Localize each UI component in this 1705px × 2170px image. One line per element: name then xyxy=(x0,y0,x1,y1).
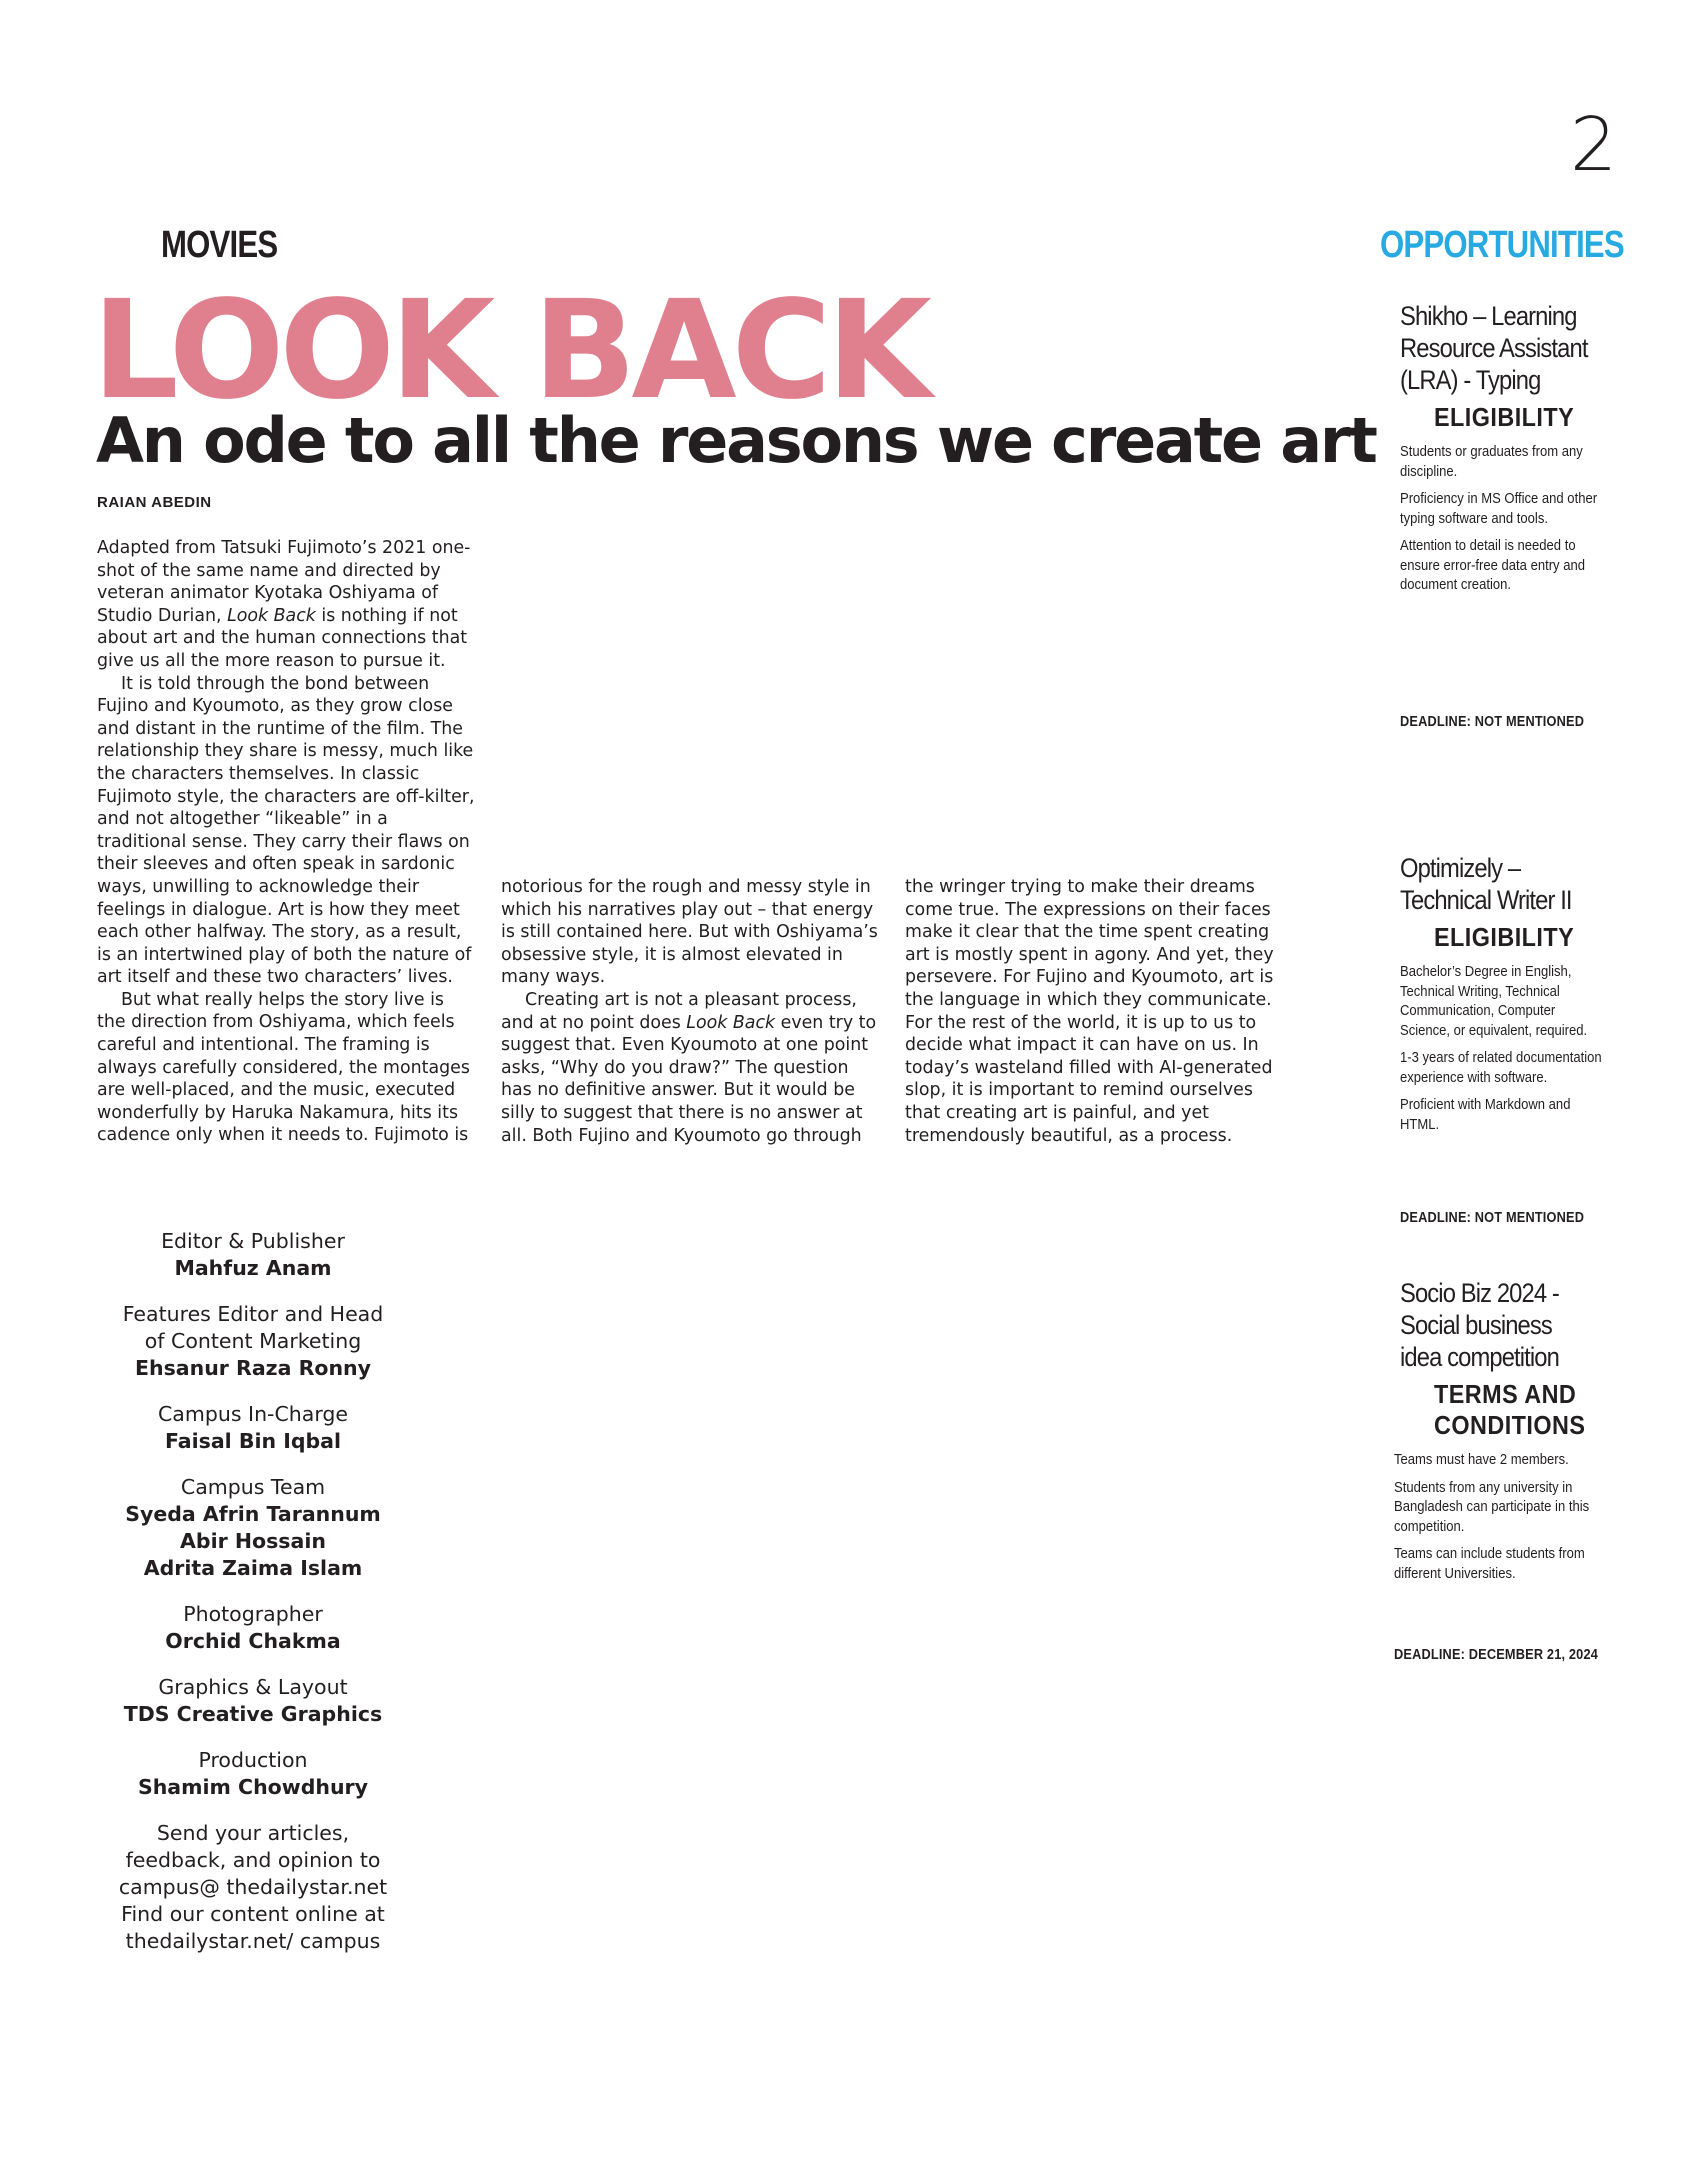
opportunity-point: Proficient with Markdown and HTML. xyxy=(1400,1097,1571,1133)
paragraph-text: Creating art is not a pleasant process, and at no point does xyxy=(501,989,857,1033)
paragraph-text: is nothing if not about art and the human connections that give us all the more reason to pursue it. xyxy=(97,605,468,671)
opportunity-heading: ELIGIBILITY xyxy=(1434,922,1575,952)
opportunity-title: Socio Biz 2024 - Social business idea competition xyxy=(1400,1278,1559,1372)
opportunity-point: Teams must have 2 members. xyxy=(1394,1452,1569,1468)
article-paragraph xyxy=(97,537,475,673)
article-paragraph: It is told through the bond between Fujino and Kyoumoto, as they grow close and distant in the runtime of the film. The relationship they share is messy, much like the characters themselves. In classic Fujimoto style, the characters are off-kilter, and not altogether “likeable” in a traditional sense. They carry their flaws on their sleeves and often speak in sardonic ways, unwilling to acknowledge their feelings in dialogue. Art is how they meet each other halfway. The story, as a result, is an intertwined play of both the nature of art itself and these two characters’ lives. xyxy=(97,673,475,988)
article-column-2 xyxy=(501,876,879,1147)
article-paragraph: notorious for the rough and messy style in which his narratives play out – that energy is still contained here. But with Oshiyama’s obsessive style, it is almost elevated in many ways. xyxy=(501,877,878,988)
credit-role: Campus Team xyxy=(180,1475,326,1499)
opportunity-card xyxy=(1400,300,1630,730)
article-column-3 xyxy=(905,876,1283,1147)
credit-name: Shamim Chowdhury xyxy=(137,1775,369,1799)
credit-block xyxy=(118,1747,388,1801)
article-headline: LOOK BACK xyxy=(92,272,927,430)
credit-block xyxy=(118,1474,388,1582)
credit-role: Graphics & Layout xyxy=(158,1675,348,1699)
credit-name: Adrita Zaima Islam xyxy=(143,1556,363,1580)
article-column-1 xyxy=(97,537,475,1147)
section-label: MOVIES xyxy=(161,224,278,266)
credit-name: Faisal Bin Iqbal xyxy=(164,1429,342,1453)
credit-role: Editor & Publisher xyxy=(161,1229,345,1253)
opportunity-title: Shikho – Learning Resource Assistant (LRA) - Typing xyxy=(1400,301,1588,395)
film-title: Look Back xyxy=(686,1012,776,1033)
online-text: Find our content online at thedailystar.net/ campus xyxy=(121,1902,385,1953)
credit-name: Abir Hossain xyxy=(180,1529,326,1553)
credit-name: TDS Creative Graphics xyxy=(123,1702,383,1726)
paragraph-text: even try to suggest that. Even Kyoumoto at one point asks, “Why do you draw?” The question has no definitive answer. But it would be silly to suggest that there is no answer at all. Both Fujino and Kyoumoto go through xyxy=(501,1012,877,1146)
opportunity-point: Students from any university in Bangladesh can participate in this competition. xyxy=(1394,1479,1590,1535)
credit-role: Features Editor and Head of Content Marketing xyxy=(122,1302,384,1353)
masthead-credits xyxy=(118,1228,388,1955)
opportunity-heading: TERMS AND CONDITIONS xyxy=(1434,1379,1586,1440)
page-number: 2 xyxy=(1570,102,1618,188)
film-title: Look Back xyxy=(227,605,316,626)
credit-name: Mahfuz Anam xyxy=(174,1256,332,1280)
opportunity-point: Students or graduates from any discipline. xyxy=(1400,444,1583,480)
credit-name: Orchid Chakma xyxy=(165,1629,341,1653)
opportunity-deadline: DEADLINE: NOT MENTIONED xyxy=(1400,1210,1585,1226)
article-paragraph: But what really helps the story live is the direction from Oshiyama, which feels careful and intentional. The framing is always carefully considered, the montages are well-placed, and the music, executed wonderfully by Haruka Nakamura, hits its cadence only when it needs to. Fujimoto is xyxy=(97,989,470,1146)
opportunity-heading: ELIGIBILITY xyxy=(1434,402,1575,432)
opportunity-card xyxy=(1394,1277,1624,1663)
credit-name: Syeda Afrin Tarannum xyxy=(125,1502,381,1526)
opportunity-deadline: DEADLINE: NOT MENTIONED xyxy=(1400,714,1585,730)
credit-block xyxy=(118,1228,388,1282)
opportunity-point: 1-3 years of related documentation experience with software. xyxy=(1400,1050,1602,1086)
opportunity-point: Teams can include students from different Universities. xyxy=(1394,1546,1585,1582)
article-byline: RAIAN ABEDIN xyxy=(97,494,212,511)
contact-text: Send your articles, feedback, and opinion to campus@ thedailystar.net xyxy=(118,1821,388,1899)
article-paragraph xyxy=(501,989,879,1147)
credit-block xyxy=(118,1601,388,1655)
credit-role: Campus In-Charge xyxy=(157,1402,349,1426)
opportunities-label: OPPORTUNITIES xyxy=(1380,224,1624,266)
credit-block xyxy=(118,1301,388,1382)
credit-role: Production xyxy=(198,1748,308,1772)
opportunity-title: Optimizely – Technical Writer II xyxy=(1400,853,1572,915)
opportunity-card xyxy=(1400,852,1630,1226)
credit-name: Ehsanur Raza Ronny xyxy=(134,1356,371,1380)
credit-role: Photographer xyxy=(183,1602,323,1626)
opportunity-point: Attention to detail is needed to ensure error-free data entry and document creation. xyxy=(1400,538,1585,593)
article-paragraph: the wringer trying to make their dreams come true. The expressions on their faces make it clear that the time spent creating art is mostly spent in agony. And yet, they persevere. For Fujino and Kyoumoto, art is the language in which they communicate. For the rest of the world, it is up to us to decide what impact it can have on us. In today’s wasteland filled with AI-generated slop, it is important to remind ourselves that creating art is painful, and yet tremendously beautiful, as a process. xyxy=(905,877,1274,1146)
credit-block xyxy=(118,1674,388,1728)
paragraph-text: Adapted from Tatsuki Fujimoto’s 2021 one-shot of the same name and directed by veteran animator Kyotaka Oshiyama of Studio Durian, xyxy=(97,538,471,626)
credit-block xyxy=(118,1401,388,1455)
opportunity-deadline: DEADLINE: DECEMBER 21, 2024 xyxy=(1394,1647,1599,1663)
article-subheadline: An ode to all the reasons we create art xyxy=(96,404,1376,477)
opportunity-point: Bachelor’s Degree in English, Technical Writing, Technical Communication, Computer Science, or equivalent, required. xyxy=(1400,964,1588,1039)
opportunity-point: Proficiency in MS Office and other typing software and tools. xyxy=(1400,491,1598,527)
